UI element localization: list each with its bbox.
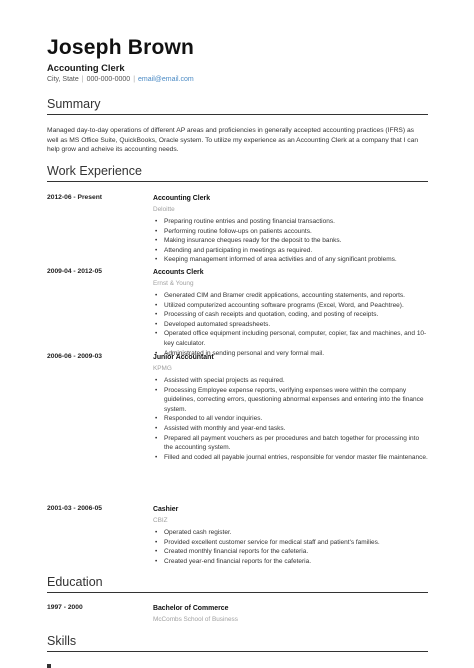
contact-separator: | xyxy=(81,76,84,83)
job-bullet: • Prepared all payment vouchers as per procedures and batch together for processing into the accounting system. xyxy=(153,434,428,453)
job-company: Ernst & Young xyxy=(153,280,194,287)
job-bullet: • Created year-end financial reports for the cafeteria. xyxy=(153,557,428,567)
job-bullet: • Making insurance cheques ready for the deposit to the banks. xyxy=(153,236,428,246)
education-section xyxy=(47,575,428,593)
education-dates: 1997 - 2000 xyxy=(47,604,83,611)
work-experience-heading: Work Experience xyxy=(47,164,428,182)
candidate-name: Joseph Brown xyxy=(47,36,195,59)
skills-heading: Skills xyxy=(47,634,428,652)
summary-heading: Summary xyxy=(47,97,428,115)
job-bullet: • Filled and coded all payable journal entries, responsible for vendor master file maintenance. xyxy=(153,453,428,463)
job-bullet: • Operated office equipment including personal, computer, copier, fax and machines, and 10-key calculator. xyxy=(153,329,428,348)
job-bullet: • Performing routine follow-ups on patients accounts. xyxy=(153,227,428,237)
job-title: Accounting Clerk xyxy=(153,195,211,202)
job-bullet: • Processing Employee expense reports, verifying expenses were within the company guidelines, correcting errors, questioning abnormal expenses and entering into the finance system. xyxy=(153,386,428,415)
job-bullet: • Assisted with special projects as required. xyxy=(153,376,428,386)
education-degree: Bachelor of Commerce xyxy=(153,605,229,612)
job-company: Deloitte xyxy=(153,206,175,213)
job-company: CBIZ xyxy=(153,517,168,524)
job-dates: 2009-04 - 2012-05 xyxy=(47,268,103,275)
job-dates: 2006-06 - 2009-03 xyxy=(47,353,103,360)
contact-line xyxy=(47,76,194,83)
job-bullet-list xyxy=(153,291,428,358)
job-company: KPMG xyxy=(153,365,172,372)
contact-phone: 000-000-0000 xyxy=(86,76,131,83)
job-bullet-list xyxy=(153,528,428,566)
job-bullet: • Provided excellent customer service for medical staff and patient's families. xyxy=(153,538,428,548)
job-bullet: • Developed automated spreadsheets. xyxy=(153,320,428,330)
job-bullet: • Assisted with monthly and year-end tasks. xyxy=(153,424,428,434)
job-bullet: • Created monthly financial reports for the cafeteria. xyxy=(153,547,428,557)
education-heading: Education xyxy=(47,575,428,593)
job-bullet: • Attending and participating in meetings as required. xyxy=(153,246,428,256)
job-bullet: • Processing of cash receipts and quotation, coding, and posting of receipts. xyxy=(153,310,428,320)
job-dates: 2012-06 - Present xyxy=(47,194,103,201)
contact-location: City, State xyxy=(47,76,79,83)
job-bullet: • Utilized computerized accounting software programs (Excel, Word, and Peachtree). xyxy=(153,301,428,311)
skills-section xyxy=(47,634,428,652)
contact-separator: | xyxy=(133,76,136,83)
job-bullet: • Administrated in sending personal and very formal mail. xyxy=(153,349,428,359)
job-bullet: • Generated CIM and Bramer credit applications, accounting statements, and reports. xyxy=(153,291,428,301)
job-dates: 2001-03 - 2006-05 xyxy=(47,505,103,512)
job-bullet-list xyxy=(153,376,428,462)
job-bullet: • Preparing routine entries and posting financial transactions. xyxy=(153,217,428,227)
job-title: Junior Accountant xyxy=(153,354,214,361)
candidate-role: Accounting Clerk xyxy=(47,62,125,73)
job-title: Accounts Clerk xyxy=(153,269,204,276)
work-experience-section xyxy=(47,164,428,182)
job-bullet: • Operated cash register. xyxy=(153,528,428,538)
job-bullet: • Keeping management informed of area activities and of any significant problems. xyxy=(153,255,428,265)
job-bullet-list xyxy=(153,217,428,265)
summary-text: Managed day-to-day operations of different AP areas and proficiencies in generally accepted accounting practices (IFRS) as well as MS Office Suite, QuickBooks, Oracle system. To utilize my experience as an Accounting Clerk at a company that I can help grow and acheive its accounting needs. xyxy=(47,127,419,154)
education-school: McCombs School of Business xyxy=(153,616,238,623)
job-title: Cashier xyxy=(153,506,179,513)
job-bullet: • Responded to all vendor inquiries. xyxy=(153,414,428,424)
summary-section xyxy=(47,97,428,115)
page-edge-mark xyxy=(47,664,51,668)
contact-email-link[interactable]: email@email.com xyxy=(138,76,194,83)
